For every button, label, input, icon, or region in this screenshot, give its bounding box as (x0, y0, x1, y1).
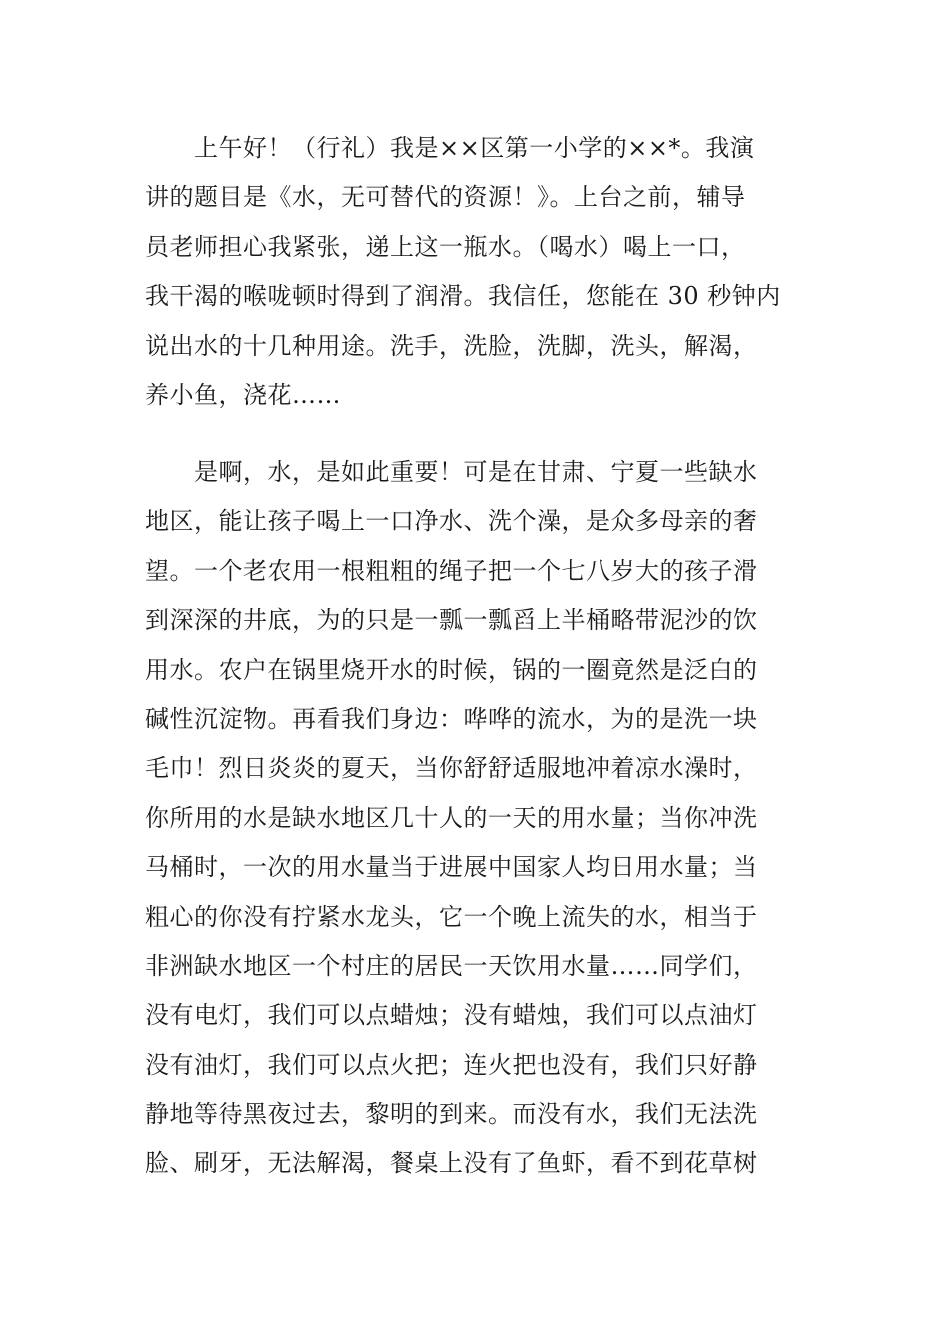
text-line: 马桶时，一次的用水量当于进展中国家人均日用水量；当 (145, 853, 758, 882)
paragraph-body (145, 448, 815, 1189)
text-line: 我干渴的喉咙顿时得到了润滑。我信任，您能在 30 秒钟内 (145, 282, 781, 311)
text-line: 静地等待黑夜过去，黎明的到来。而没有水，我们无法洗 (145, 1100, 758, 1129)
text-line: 地区，能让孩子喝上一口净水、洗个澡，是众多母亲的奢 (145, 507, 758, 536)
text-line: 非洲缺水地区一个村庄的居民一天饮用水量……同学们， (145, 951, 758, 980)
text-line: 望。一个老农用一根粗粗的绳子把一个七八岁大的孩子滑 (145, 556, 758, 585)
text-line: 毛巾！烈日炎炎的夏天，当你舒舒适服地冲着凉水澡时， (145, 754, 758, 783)
text-line: 没有油灯，我们可以点火把；连火把也没有，我们只好静 (145, 1050, 758, 1079)
text-line: 上午好！（行礼）我是××区第一小学的××*。我演 (145, 134, 755, 162)
text-line: 养小鱼，浇花…… (145, 380, 341, 409)
text-line: 员老师担心我紧张，递上这一瓶水。（喝水）喝上一口， (145, 232, 746, 261)
paragraph-intro (145, 124, 815, 420)
text-line: 没有电灯，我们可以点蜡烛；没有蜡烛，我们可以点油灯 (145, 1001, 758, 1030)
text-line: 碱性沉淀物。再看我们身边：哗哗的流水，为的是洗一块 (145, 704, 758, 733)
text-line: 脸、刷牙，无法解渴，餐桌上没有了鱼虾，看不到花草树 (145, 1149, 758, 1178)
text-line: 说出水的十几种用途。洗手，洗脸，洗脚，洗头，解渴， (145, 331, 758, 360)
text-line: 你所用的水是缺水地区几十人的一天的用水量；当你冲洗 (145, 803, 758, 832)
text-line: 是啊，水，是如此重要！可是在甘肃、宁夏一些缺水 (145, 458, 758, 486)
text-line: 到深深的井底，为的只是一瓢一瓢舀上半桶略带泥沙的饮 (145, 606, 758, 635)
text-line: 粗心的你没有拧紧水龙头，它一个晚上流失的水，相当于 (145, 902, 758, 931)
text-line: 用水。农户在锅里烧开水的时候，锅的一圈竟然是泛白的 (145, 655, 758, 684)
text-line: 讲的题目是《水，无可替代的资源！》。上台之前，辅导 (145, 183, 746, 212)
